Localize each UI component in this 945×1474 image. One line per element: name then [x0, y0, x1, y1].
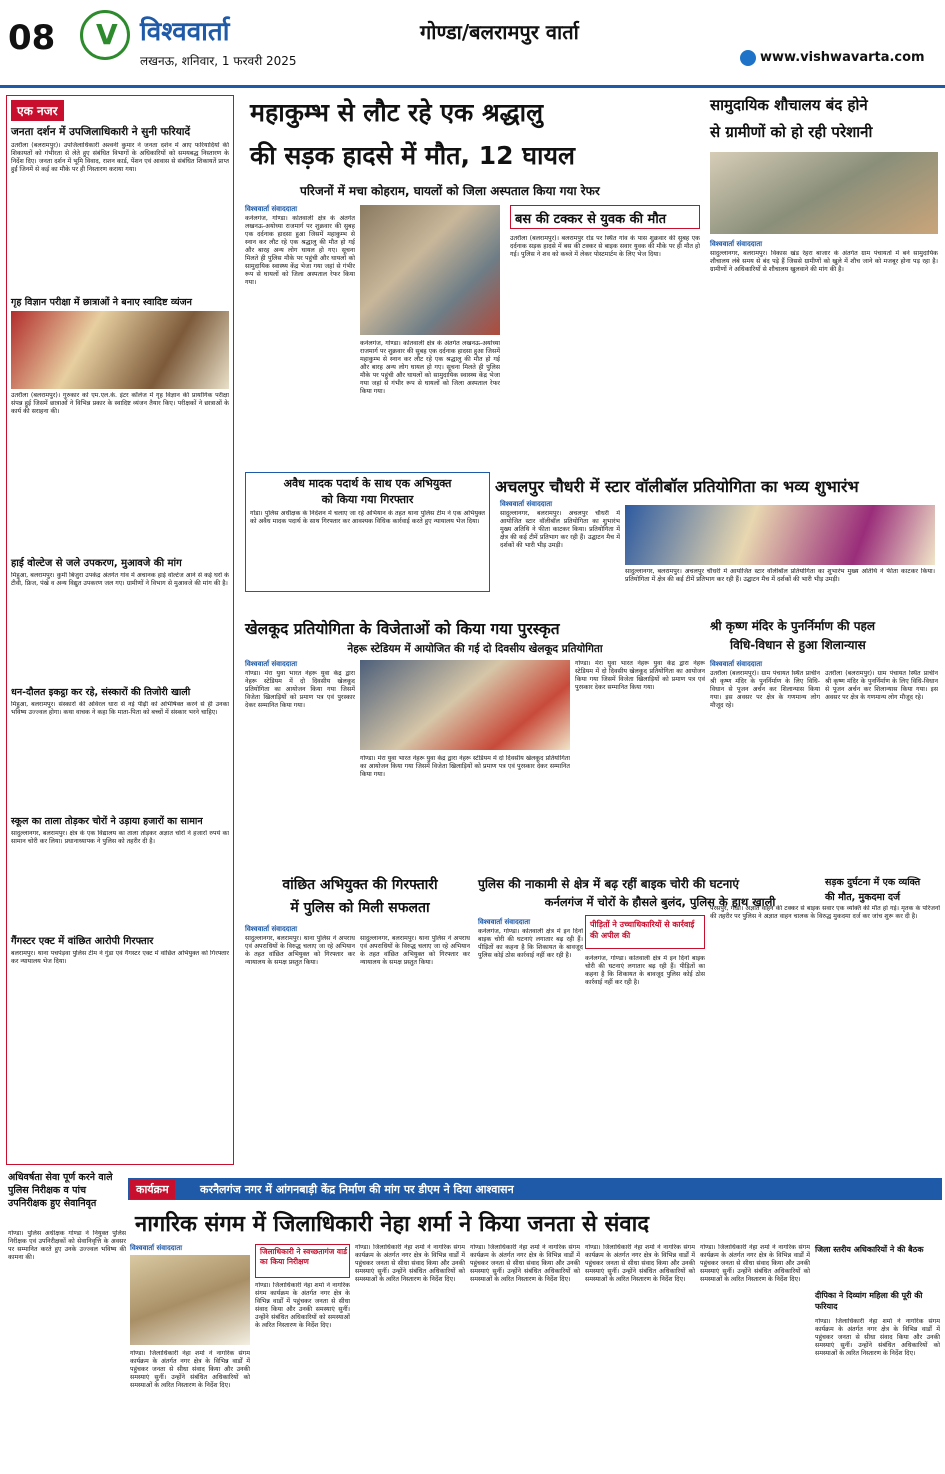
adhivarshita-body: गोण्डा। पुलिस अधीक्षक गोण्डा ने नियुक्त पुलिस निरीक्षक एवं उपनिरीक्षकों को सेवानिवृत्ति के अवसर पर सम्मानित करते हुए उनके उज्ज्वल भविष्य की कामना की। [8, 1230, 126, 1261]
accident-vehicle-photo [360, 205, 500, 335]
bus-body: उतरौला (बलरामपुर)। बलरामपुर रोड पर स्थित गांव के पास शुक्रवार की सुबह एक दर्दनाक सड़क हादसे में बस की टक्कर से बाइक सवार युवक की मौके पर ही मौत हो गई। पुलिस ने शव को कब्जे में लेकर पोस्टमार्टम के लिए भेज दिया। [510, 235, 700, 258]
main-subhead: परिजनों में मचा कोहराम, घायलों को जिला अस्पताल किया गया रेफर [300, 184, 600, 198]
story5-title[interactable]: स्कूल का ताला तोड़कर चोरों ने उड़ाया हजारों का सामान [11, 816, 203, 827]
karyakram-body-3: गोण्डा। जिलाधिकारी नेहा शर्मा ने नागरिक संगम कार्यक्रम के अंतर्गत नगर क्षेत्र के विभिन्न वार्डों में पहुंचकर जनता से सीधा संवाद किया और उनकी समस्याएं सुनीं। उन्होंने संबंधित अधिकारियों को समस्याओं के त्वरित निस्तारण के निर्देश दिए। [470, 1244, 580, 1283]
left-column [6, 95, 234, 1165]
story4-body: मिहुआ, बलरामपुर। संस्कारों की अविरल धारा से नई पीढ़ी को अभिषिक्त करने से ही उनका भविष्य उज्ज्वल होगा। कथा वाचक ने कहा कि माता-पिता को बच्चों में संस्कार भरने चाहिए। [11, 701, 229, 716]
volleyball-title[interactable]: अचलपुर चौधरी में स्टार वॉलीबॉल प्रतियोगिता का भव्य शुभारंभ [495, 477, 859, 496]
masthead [0, 0, 945, 88]
durghatna-title-line1[interactable]: सड़क दुर्घटना में एक व्यक्ति [825, 877, 921, 888]
karyakram-body-5: गोण्डा। जिलाधिकारी नेहा शर्मा ने नागरिक संगम कार्यक्रम के अंतर्गत नगर क्षेत्र के विभिन्न वार्डों में पहुंचकर जनता से सीधा संवाद किया और उनकी समस्याएं सुनीं। उन्होंने संबंधित अधिकारियों को समस्याओं के त्वरित निस्तारण के निर्देश दिए। [700, 1244, 810, 1283]
main-body-continued: कर्नलगंज, गोण्डा। कोतवाली क्षेत्र के अंतर्गत लखनऊ-अयोध्या राजमार्ग पर शुक्रवार की सुबह एक दर्दनाक हादसा हुआ जिसमें महाकुम्भ से स्नान कर लौट रहे एक श्रद्धालु की मौत हो गई और बारह अन्य लोग घायल हो गए। सूचना मिलते ही पुलिस मौके पर पहुंची और घायलों को सामुदायिक स्वास्थ्य केंद्र भेजा गया जहां से गंभीर रूप से घायलों को जिला अस्पताल रेफर किया गया। [360, 340, 500, 395]
logo-mark-icon: V [96, 18, 118, 51]
story3-title[interactable]: हाई वोल्टेज से जले उपकरण, मुआवजे की मांग [11, 558, 182, 569]
adhivarshita-title[interactable]: अधिवर्षता सेवा पूर्ण करने वाले पुलिस निरीक्षक व पांच उपनिरीक्षक हुए सेवानिवृत [8, 1172, 113, 1209]
site-url[interactable]: www.vishwavarta.com [760, 50, 925, 65]
vanchhit-title-line2[interactable]: में पुलिस को मिली सफलता [290, 900, 430, 916]
karyakram-body-4: गोण्डा। जिलाधिकारी नेहा शर्मा ने नागरिक संगम कार्यक्रम के अंतर्गत नगर क्षेत्र के विभिन्न वार्डों में पहुंचकर जनता से सीधा संवाद किया और उनकी समस्याएं सुनीं। उन्होंने संबंधित अधिकारियों को समस्याओं के त्वरित निस्तारण के निर्देश दिए। [585, 1244, 695, 1283]
section-title: गोण्डा/बलरामपुर वार्ता [420, 20, 579, 44]
khelkood-body-continued: गोण्डा। मेरा युवा भारत नेहरू युवा केंद्र द्वारा नेहरू स्टेडियम में दो दिवसीय खेलकूद प्रतियोगिता का आयोजन किया गया जिसमें विजेता खिलाड़ियों को प्रमाण पत्र एवं पुरस्कार देकर सम्मानित किया गया। [360, 755, 570, 778]
mandir-title-line1[interactable]: श्री कृष्ण मंदिर के पुनर्निर्माण की पहल [710, 619, 876, 633]
avaidh-title-line2[interactable]: को किया गया गिरफ्तार [321, 493, 414, 506]
vanchhit-body-continued: सादुल्लानगर, बलरामपुर। थाना पुलिस ने अपराध एवं अपराधियों के विरुद्ध चलाए जा रहे अभियान के तहत वांछित अभियुक्त को गिरफ्तार कर न्यायालय के समक्ष प्रस्तुत किया। [360, 935, 470, 966]
karyakram-headline[interactable]: नागरिक संगम में जिलाधिकारी नेहा शर्मा ने किया जनता से संवाद [135, 1212, 649, 1237]
karyakram-tag: कार्यक्रम [130, 1180, 175, 1199]
avaidh-title-line1[interactable]: अवैध मादक पदार्थ के साथ एक अभियुक्त [283, 477, 452, 490]
karyakram-strap: करनैलगंज नगर में आंगनबाड़ी केंद्र निर्माण की मांग पर डीएम ने दिया आश्वासन [200, 1183, 514, 1196]
story5-body: सादुल्लानगर, बलरामपुर। क्षेत्र के एक विद्यालय का ताला तोड़कर अज्ञात चोरों ने हजारों रुपये का सामान चोरी कर लिया। प्रधानाध्यापक ने पुलिस को तहरीर दी है। [11, 830, 229, 845]
bike-body: कर्नलगंज, गोण्डा। कोतवाली क्षेत्र में इन दिनों बाइक चोरी की घटनाएं लगातार बढ़ रही हैं। पीड़ितों का कहना है कि शिकायत के बावजूद पुलिस कोई ठोस कार्रवाई नहीं कर रही है। [478, 928, 583, 959]
shauchalay-title-line1[interactable]: सामुदायिक शौचालय बंद होने [710, 96, 868, 114]
khelkood-byline: विश्ववार्ता संवाददाता [245, 660, 298, 668]
dateline: लखनऊ, शनिवार, 1 फरवरी 2025 [140, 54, 297, 68]
karyakram-right-title2[interactable]: दीपिका ने दिव्यांग महिला की पूरी की फरियाद [815, 1291, 923, 1311]
vanchhit-byline: विश्ववार्ता संवाददाता [245, 925, 298, 933]
story4-title[interactable]: धन-दौलत इकट्ठा कर रहे, संस्कारों की तिजोरी खाली [11, 687, 191, 698]
karyakram-body-1: गोण्डा। जिलाधिकारी नेहा शर्मा ने नागरिक संगम कार्यक्रम के अंतर्गत नगर क्षेत्र के विभिन्न वार्डों में पहुंचकर जनता से सीधा संवाद किया और उनकी समस्याएं सुनीं। उन्होंने संबंधित अधिकारियों को समस्याओं के त्वरित निस्तारण के निर्देश दिए। [255, 1282, 350, 1329]
volleyball-ceremony-photo [625, 505, 935, 565]
bike-subhead: कर्नलगंज में चोरों के हौसले बुलंद, पुलिस के हाथ खाली [544, 895, 776, 909]
story6-body: बलरामपुर। थाना पचपेड़वा पुलिस टीम ने गुंडा एवं गैंगस्टर एक्ट में वांछित अभियुक्त को गिरफ्तार कर न्यायालय भेज दिया। [11, 950, 229, 965]
story2-title[interactable]: गृह विज्ञान परीक्षा में छात्राओं ने बनाए स्वादिष्ट व्यंजन [11, 297, 192, 308]
mandir-byline: विश्ववार्ता संवाददाता [710, 660, 763, 668]
main-byline: विश्ववार्ता संवाददाता [245, 205, 298, 213]
main-headline-line2[interactable]: की सड़क हादसे में मौत, 12 घायल [250, 141, 575, 170]
karyakram-right-body: गोण्डा। जिलाधिकारी नेहा शर्मा ने नागरिक संगम कार्यक्रम के अंतर्गत नगर क्षेत्र के विभिन्न वार्डों में पहुंचकर जनता से सीधा संवाद किया और उनकी समस्याएं सुनीं। उन्होंने संबंधित अधिकारियों को समस्याओं के त्वरित निस्तारण के निर्देश दिए। [815, 1318, 940, 1357]
bike-title[interactable]: पुलिस की नाकामी से क्षेत्र में बढ़ रहीं बाइक चोरी की घटनाएं [478, 877, 740, 891]
volleyball-body-continued: सादुल्लानगर, बलरामपुर। अचलपुर चौधरी में आयोजित स्टार वॉलीबॉल प्रतियोगिता का शुभारंभ मुख्य अतिथि ने फीता काटकर किया। प्रतियोगिता में क्षेत्र की कई टीमें प्रतिभाग कर रही हैं। उद्घाटन मैच में दर्शकों की भारी भीड़ उमड़ी। [625, 568, 935, 583]
story6-title[interactable]: गैंगस्टर एक्ट में वांछित आरोपी गिरफ्तार [11, 936, 154, 947]
volleyball-body: सादुल्लानगर, बलरामपुर। अचलपुर चौधरी में आयोजित स्टार वॉलीबॉल प्रतियोगिता का शुभारंभ मुख्य अतिथि ने फीता काटकर किया। प्रतियोगिता में क्षेत्र की कई टीमें प्रतिभाग कर रही हैं। उद्घाटन मैच में दर्शकों की भारी भीड़ उमड़ी। [500, 510, 620, 549]
page-number: 08 [8, 18, 56, 58]
story1-body: उतरौला (बलरामपुर)। उपजिलाधिकारी अश्वनी कुमार ने जनता दर्शन में आए फरियादियों की शिकायतों को गंभीरता से लेते हुए संबंधित विभागों के अधिकारियों को समयबद्ध निस्तारण के निर्देश दिए। जनता दर्शन में भूमि विवाद, राशन कार्ड, पेंशन एवं आवास से संबंधित शिकायतें प्राप्त हुईं जिनमें से कई का मौके पर ही निस्तारण कराया गया। [11, 142, 229, 173]
vanchhit-title-line1[interactable]: वांछित अभियुक्त की गिरफ्तारी [282, 877, 438, 893]
ek-nazar-label: एक नजर [11, 100, 64, 121]
karyakram-body-left: गोण्डा। जिलाधिकारी नेहा शर्मा ने नागरिक संगम कार्यक्रम के अंतर्गत नगर क्षेत्र के विभिन्न वार्डों में पहुंचकर जनता से सीधा संवाद किया और उनकी समस्याएं सुनीं। उन्होंने संबंधित अधिकारियों को समस्याओं के त्वरित निस्तारण के निर्देश दिए। [130, 1350, 250, 1389]
avaidh-body: गोंडा। पुलिस अधीक्षक के निर्देशन में चलाए जा रहे अभियान के तहत थाना पुलिस टीम ने एक अभियुक्त को अवैध मादक पदार्थ के साथ गिरफ्तार कर आवश्यक विधिक कार्रवाई करते हुए न्यायालय भेज दिया। [250, 510, 485, 525]
main-body: कर्नलगंज, गोण्डा। कोतवाली क्षेत्र के अंतर्गत लखनऊ-अयोध्या राजमार्ग पर शुक्रवार की सुबह एक दर्दनाक हादसा हुआ जिसमें महाकुम्भ से स्नान कर लौट रहे एक श्रद्धालु की मौत हो गई और बारह अन्य लोग घायल हो गए। सूचना मिलते ही पुलिस मौके पर पहुंची और घायलों को सामुदायिक स्वास्थ्य केंद्र भेजा गया जहां से गंभीर रूप से घायलों को जिला अस्पताल रेफर किया गया। [245, 215, 355, 286]
shauchalay-title-line2[interactable]: से ग्रामीणों को हो रही परेशानी [710, 123, 873, 141]
bus-title[interactable]: बस की टक्कर से युवक की मौत [515, 212, 667, 227]
khelkood-body-right: गोण्डा। मेरा युवा भारत नेहरू युवा केंद्र द्वारा नेहरू स्टेडियम में दो दिवसीय खेलकूद प्रतियोगिता का आयोजन किया गया जिसमें विजेता खिलाड़ियों को प्रमाण पत्र एवं पुरस्कार देकर सम्मानित किया गया। [575, 660, 705, 691]
bike-byline: विश्ववार्ता संवाददाता [478, 918, 531, 926]
dm-interaction-photo [130, 1255, 250, 1345]
karyakram-body-2: गोण्डा। जिलाधिकारी नेहा शर्मा ने नागरिक संगम कार्यक्रम के अंतर्गत नगर क्षेत्र के विभिन्न वार्डों में पहुंचकर जनता से सीधा संवाद किया और उनकी समस्याएं सुनीं। उन्होंने संबंधित अधिकारियों को समस्याओं के त्वरित निस्तारण के निर्देश दिए। [355, 1244, 465, 1283]
mandir-title-line2[interactable]: विधि-विधान से हुआ शिलान्यास [730, 638, 866, 652]
shauchalay-body: सादुल्लानगर, बलरामपुर। विकास खंड रेहरा बाजार के अंतर्गत ग्राम पंचायतों में बने सामुदायिक शौचालय लंबे समय से बंद पड़े हैं जिससे ग्रामीणों को खुले में शौच जाने को मजबूर होना पड़ रहा है। ग्रामीणों ने अधिकारियों से शौचालय खुलवाने की मांग की है। [710, 250, 938, 273]
main-headline-line1[interactable]: महाकुम्भ से लौट रहे एक श्रद्धालु [250, 98, 544, 127]
karyakram-byline: विश्ववार्ता संवाददाता [130, 1244, 183, 1252]
volleyball-byline: विश्ववार्ता संवाददाता [500, 500, 553, 508]
story2-body: उतरौला (बलरामपुर)। गुरुकार को एम.एल.के. इंटर कॉलेज में गृह विज्ञान की प्रायोगिक परीक्षा संपन्न हुई जिसमें छात्राओं ने विभिन्न प्रकार के स्वादिष्ट व्यंजन तैयार किए। परीक्षकों ने छात्राओं के कार्य की सराहना की। [11, 392, 229, 415]
karyakram-box-text: जिलाधिकारी ने स्वच्छतागंज वार्ड का किया निरीक्षण [260, 1247, 348, 1266]
toilet-building-photo [710, 152, 938, 234]
khelkood-title[interactable]: खेलकूद प्रतियोगिता के विजेताओं को किया गया पुरस्कृत [245, 620, 560, 638]
bike-body-continued: कर्नलगंज, गोण्डा। कोतवाली क्षेत्र में इन दिनों बाइक चोरी की घटनाएं लगातार बढ़ रही हैं। पीड़ितों का कहना है कि शिकायत के बावजूद पुलिस कोई ठोस कार्रवाई नहीं कर रही है। [585, 955, 705, 986]
vanchhit-body: सादुल्लानगर, बलरामपुर। थाना पुलिस ने अपराध एवं अपराधियों के विरुद्ध चलाए जा रहे अभियान के तहत वांछित अभियुक्त को गिरफ्तार कर न्यायालय के समक्ष प्रस्तुत किया। [245, 935, 355, 966]
khelkood-winners-photo [360, 660, 570, 750]
durghatna-title-line2[interactable]: की मौत, मुकदमा दर्ज [825, 892, 901, 903]
karyakram-right-title[interactable]: जिला स्तरीय अधिकारियों ने की बैठक [815, 1245, 924, 1254]
shauchalay-byline: विश्ववार्ता संवाददाता [710, 240, 763, 248]
school-students-photo [11, 311, 229, 389]
khelkood-subhead: नेहरू स्टेडियम में आयोजित की गई दो दिवसीय खेलकूद प्रतियोगिता [347, 643, 603, 655]
mandir-body: उतरौला (बलरामपुर)। ग्राम पंचायत स्थित प्राचीन श्री कृष्ण मंदिर के पुनर्निर्माण के लिए विधि-विधान से पूजन अर्चन कर शिलान्यास किया गया। इस अवसर पर क्षेत्र के गणमान्य लोग मौजूद रहे। [710, 670, 820, 709]
brand-name: विश्ववार्ता [140, 17, 230, 47]
mandir-body-continued: उतरौला (बलरामपुर)। ग्राम पंचायत स्थित प्राचीन श्री कृष्ण मंदिर के पुनर्निर्माण के लिए विधि-विधान से पूजन अर्चन कर शिलान्यास किया गया। इस अवसर पर क्षेत्र के गणमान्य लोग मौजूद रहे। [825, 670, 938, 701]
durghatna-body: परसपुर, गोंडा। अज्ञात वाहन की टक्कर से बाइक सवार एक व्यक्ति की मौत हो गई। मृतक के परिजनों की तहरीर पर पुलिस ने अज्ञात वाहन चालक के विरुद्ध मुकदमा दर्ज कर जांच शुरू कर दी है। [710, 905, 940, 920]
bike-box-text: पीड़ितों ने उच्चाधिकारियों से कार्रवाई की अपील की [590, 920, 695, 940]
story3-body: मिहुआ, बलरामपुर। कुर्मी बिजुरा उपकेंद्र अंतर्गत गांव में अचानक हाई वोल्टेज आने से कई घरों के टीवी, फ्रिज, पंखे व अन्य विद्युत उपकरण जल गए। ग्रामीणों ने विभाग से मुआवजे की मांग की है। [11, 572, 229, 587]
globe-icon [740, 50, 756, 66]
khelkood-body: गोण्डा। मेरा युवा भारत नेहरू युवा केंद्र द्वारा नेहरू स्टेडियम में दो दिवसीय खेलकूद प्रतियोगिता का आयोजन किया गया जिसमें विजेता खिलाड़ियों को प्रमाण पत्र एवं पुरस्कार देकर सम्मानित किया गया। [245, 670, 355, 709]
story1-title[interactable]: जनता दर्शन में उपजिलाधिकारी ने सुनी फरियादें [11, 126, 191, 138]
